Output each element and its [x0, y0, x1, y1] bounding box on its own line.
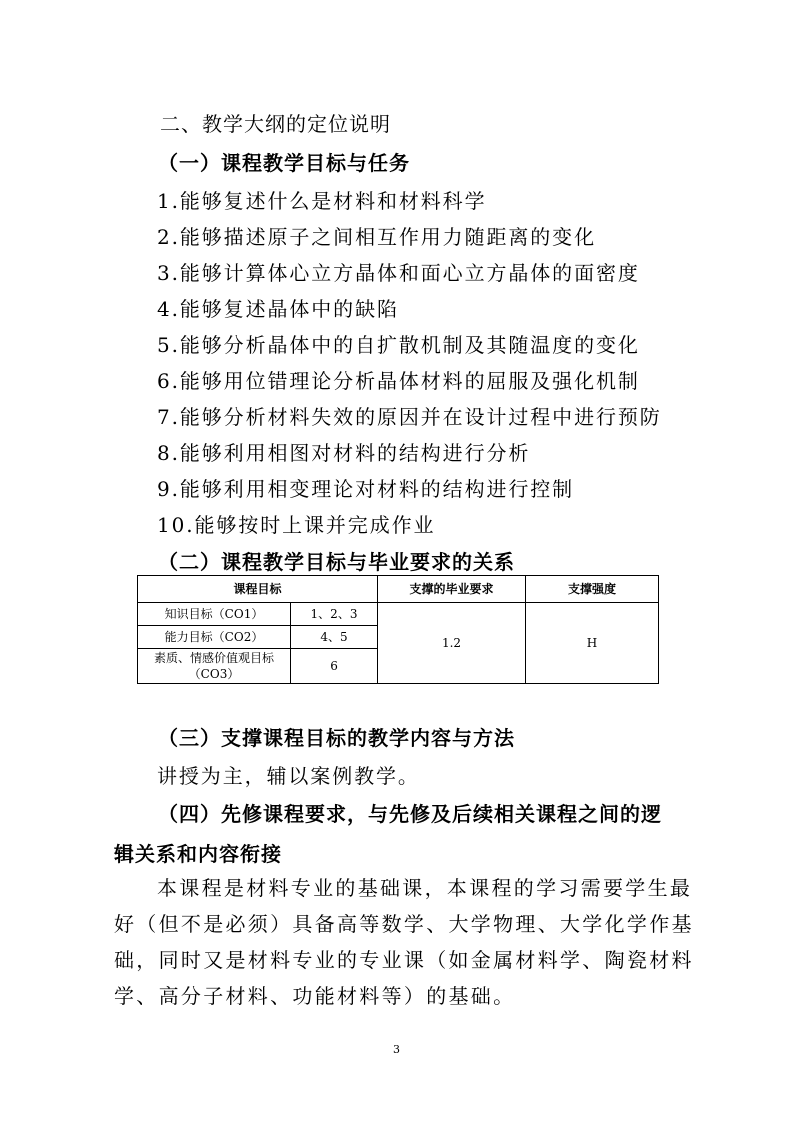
list-item: 3.能够计算体心立方晶体和面心立方晶体的面密度 [157, 261, 640, 285]
list-item: 7.能够分析材料失效的原因并在设计过程中进行预防 [157, 405, 662, 429]
list-item: 9.能够利用相变理论对材料的结构进行控制 [157, 477, 575, 501]
subsection-heading-2: （二）课程教学目标与毕业要求的关系 [158, 550, 515, 574]
paragraph-line: 础，同时又是材料专业的专业课（如金属材料学、陶瓷材料 [114, 948, 694, 972]
requirement-cell: 1.2 [378, 603, 526, 684]
list-item: 1.能够复述什么是材料和材料科学 [157, 189, 487, 213]
table-header-row [138, 576, 659, 603]
paragraph-line: 学、高分子材料、功能材料等）的基础。 [114, 984, 516, 1008]
header-support-strength: 支撑强度 [526, 576, 659, 603]
items-cell: 1、2、3 [291, 603, 378, 626]
relationship-table [137, 575, 659, 684]
paragraph-line: 好（但不是必须）具备高等数学、大学物理、大学化学作基 [114, 912, 694, 936]
header-course-goal: 课程目标 [138, 576, 378, 603]
list-item: 10.能够按时上课并完成作业 [157, 513, 436, 537]
subsection-heading-3: （三）支撑课程目标的教学内容与方法 [158, 726, 515, 750]
goal-cell: 素质、情感价值观目标（CO3） [138, 649, 291, 684]
goal-cell: 能力目标（CO2） [138, 626, 291, 649]
subsection-heading-1: （一）课程教学目标与任务 [158, 151, 410, 175]
list-item: 2.能够描述原子之间相互作用力随距离的变化 [157, 225, 596, 249]
method-text: 讲授为主，辅以案例教学。 [157, 764, 420, 788]
paragraph-line: 本课程是材料专业的基础课，本课程的学习需要学生最 [157, 876, 693, 900]
strength-cell: H [526, 603, 659, 684]
page-number: 3 [393, 1043, 400, 1056]
list-item: 6.能够用位错理论分析晶体材料的屈服及强化机制 [157, 369, 640, 393]
list-item: 5.能够分析晶体中的自扩散机制及其随温度的变化 [157, 333, 640, 357]
list-item: 4.能够复述晶体中的缺陷 [157, 297, 399, 321]
section-title: 二、教学大纲的定位说明 [160, 112, 391, 136]
header-graduation-requirement: 支撑的毕业要求 [378, 576, 526, 603]
items-cell: 4、5 [291, 626, 378, 649]
goal-cell: 知识目标（CO1） [138, 603, 291, 626]
subsection-heading-4: （四）先修课程要求，与先修及后续相关课程之间的逻 [158, 802, 662, 826]
list-item: 8.能够利用相图对材料的结构进行分析 [157, 441, 531, 465]
subsection-heading-4-continued: 辑关系和内容衔接 [114, 842, 282, 866]
table-row [138, 603, 659, 626]
items-cell: 6 [291, 649, 378, 684]
